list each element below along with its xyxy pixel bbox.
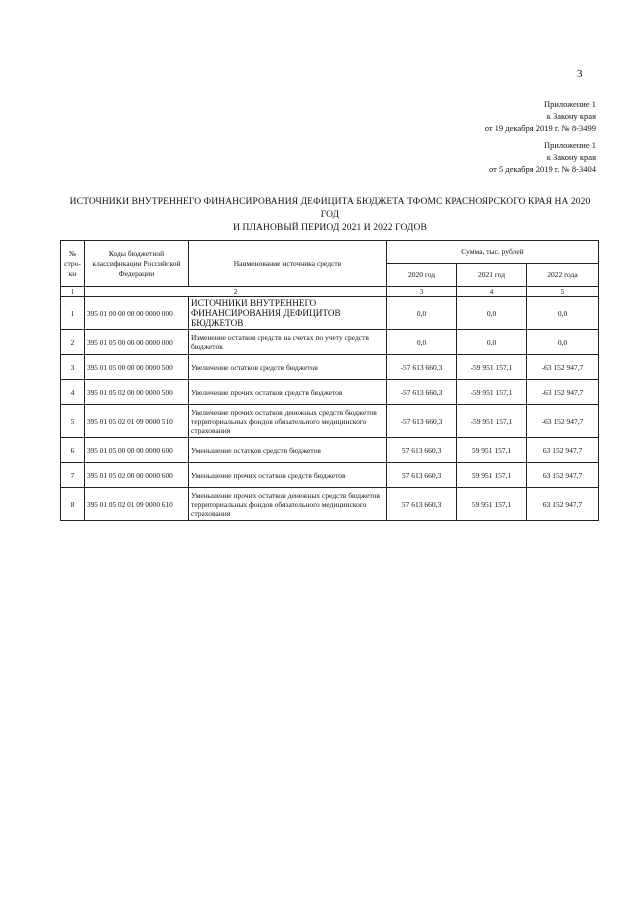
source-name: Уменьшение остатков средств бюджетов — [189, 438, 387, 463]
value-2021: 59 951 157,1 — [457, 463, 527, 488]
table-row — [61, 488, 599, 521]
column-number-2: 2 — [85, 287, 387, 297]
value-2022: -63 152 947,7 — [527, 405, 599, 438]
page-number: 3 — [577, 68, 583, 80]
source-name: Уменьшение прочих остатков денежных средств бюджетов территориальных фондов обязательного медицинского страхования — [189, 488, 387, 521]
budget-sources-table — [60, 240, 599, 521]
budget-code: 395 01 05 00 00 00 0000 500 — [85, 355, 189, 380]
appendix-current-line1: Приложение 1 — [544, 99, 596, 109]
source-name: Изменение остатков средств на счетах по учету средств бюджетов — [189, 330, 387, 355]
row-number: 1 — [61, 297, 85, 330]
document-title-line2: И ПЛАНОВЫЙ ПЕРИОД 2021 И 2022 ГОДОВ — [233, 223, 427, 233]
header-source-name: Наименование источника средств — [189, 241, 387, 287]
table-row — [61, 330, 599, 355]
budget-code: 395 01 05 02 01 09 0000 510 — [85, 405, 189, 438]
value-2020: 57 613 660,3 — [387, 488, 457, 521]
source-name: Увеличение остатков средств бюджетов — [189, 355, 387, 380]
source-name: Уменьшение прочих остатков средств бюджетов — [189, 463, 387, 488]
table-row — [61, 297, 599, 330]
column-number-3: 3 — [387, 287, 457, 297]
value-2021: 0,0 — [457, 330, 527, 355]
value-2020: -57 613 660,3 — [387, 380, 457, 405]
budget-code: 395 01 00 00 00 00 0000 000 — [85, 297, 189, 330]
table-row — [61, 380, 599, 405]
value-2020: 57 613 660,3 — [387, 463, 457, 488]
value-2022: -63 152 947,7 — [527, 355, 599, 380]
column-number-1: 1 — [61, 287, 85, 297]
appendix-previous-line3: от 5 декабря 2019 г. № 8-3404 — [488, 164, 596, 174]
value-2020: 0,0 — [387, 297, 457, 330]
row-number: 3 — [61, 355, 85, 380]
appendix-current-line2: к Закону края — [546, 111, 596, 121]
header-year-2020: 2020 год — [387, 264, 457, 287]
value-2020: -57 613 660,3 — [387, 355, 457, 380]
value-2022: -63 152 947,7 — [527, 380, 599, 405]
value-2020: 0,0 — [387, 330, 457, 355]
row-number: 5 — [61, 405, 85, 438]
value-2022: 0,0 — [527, 330, 599, 355]
budget-code: 395 01 05 02 01 09 0000 610 — [85, 488, 189, 521]
value-2021: -59 951 157,1 — [457, 405, 527, 438]
appendix-previous — [489, 139, 596, 175]
value-2021: -59 951 157,1 — [457, 355, 527, 380]
document-title — [60, 196, 600, 235]
budget-code: 395 01 05 02 00 00 0000 500 — [85, 380, 189, 405]
table-row — [61, 405, 599, 438]
appendix-previous-line1: Приложение 1 — [544, 140, 596, 150]
table-row — [61, 463, 599, 488]
budget-code: 395 01 05 02 00 00 0000 600 — [85, 463, 189, 488]
value-2021: 0,0 — [457, 297, 527, 330]
value-2021: -59 951 157,1 — [457, 380, 527, 405]
table-row — [61, 355, 599, 380]
budget-code: 395 01 05 00 00 00 0000 000 — [85, 330, 189, 355]
appendix-current-line3: от 19 декабря 2019 г. № 8-3499 — [484, 123, 596, 133]
row-number: 7 — [61, 463, 85, 488]
source-name: ИСТОЧНИКИ ВНУТРЕННЕГО ФИНАНСИРОВАНИЯ ДЕФИЦИТОВ БЮДЖЕТОВ — [189, 297, 387, 330]
source-name: Увеличение прочих остатков денежных средств бюджетов территориальных фондов обязательного медицинского страхования — [189, 405, 387, 438]
appendix-previous-line2: к Закону края — [546, 152, 596, 162]
header-budget-code: Коды бюджетной классификации Российской Федерации — [85, 241, 189, 287]
budget-code: 395 01 05 00 00 00 0000 600 — [85, 438, 189, 463]
row-number: 6 — [61, 438, 85, 463]
appendix-current — [485, 98, 596, 134]
header-sum: Сумма, тыс. рублей — [387, 241, 599, 264]
value-2022: 63 152 947,7 — [527, 438, 599, 463]
value-2022: 63 152 947,7 — [527, 488, 599, 521]
value-2022: 63 152 947,7 — [527, 463, 599, 488]
row-number: 2 — [61, 330, 85, 355]
header-year-2021: 2021 год — [457, 264, 527, 287]
row-number: 8 — [61, 488, 85, 521]
column-number-5: 5 — [527, 287, 599, 297]
column-number-4: 4 — [457, 287, 527, 297]
source-name: Увеличение прочих остатков средств бюджетов — [189, 380, 387, 405]
table-row — [61, 438, 599, 463]
row-number: 4 — [61, 380, 85, 405]
header-row-number: № стро-ки — [61, 241, 85, 287]
document-title-line1: ИСТОЧНИКИ ВНУТРЕННЕГО ФИНАНСИРОВАНИЯ ДЕФИЦИТА БЮДЖЕТА ТФОМС КРАСНОЯРСКОГО КРАЯ НА 2020 ГОД — [69, 197, 591, 220]
value-2021: 59 951 157,1 — [457, 438, 527, 463]
value-2022: 0,0 — [527, 297, 599, 330]
value-2021: 59 951 157,1 — [457, 488, 527, 521]
header-year-2022: 2022 года — [527, 264, 599, 287]
value-2020: -57 613 660,3 — [387, 405, 457, 438]
value-2020: 57 613 660,3 — [387, 438, 457, 463]
